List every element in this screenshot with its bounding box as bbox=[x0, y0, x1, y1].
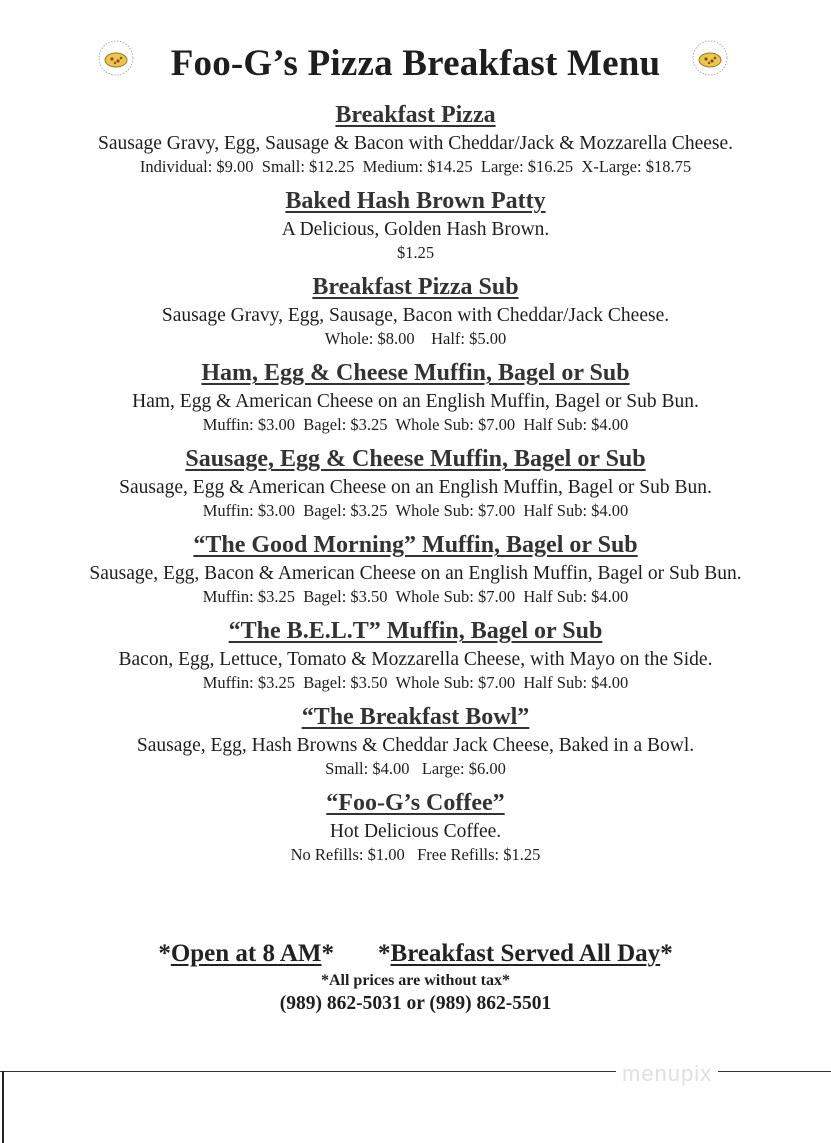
menu-item bbox=[58, 356, 773, 436]
item-title: Baked Hash Brown Patty bbox=[285, 188, 546, 214]
item-title: Sausage, Egg & Cheese Muffin, Bagel or Sub bbox=[185, 446, 646, 472]
item-description: Sausage, Egg & American Cheese on an English Muffin, Bagel or Sub Bun. bbox=[119, 477, 712, 498]
menu-title: Foo-G’s Pizza Breakfast Menu bbox=[170, 43, 661, 84]
menu-item bbox=[58, 98, 773, 178]
tax-note: *All prices are without tax* bbox=[320, 972, 510, 989]
item-price: $1.25 bbox=[396, 243, 435, 262]
item-price: Individual: $9.00 Small: $12.25 Medium: $14.25 Large: $16.25 X-Large: $18.75 bbox=[139, 157, 692, 176]
item-description: Ham, Egg & American Cheese on an English Muffin, Bagel or Sub Bun. bbox=[132, 391, 699, 412]
served-suffix: * bbox=[660, 940, 673, 967]
watermark: menupix bbox=[616, 1061, 718, 1087]
served-all-day: Breakfast Served All Day bbox=[390, 940, 661, 967]
item-title: “The B.E.L.T” Muffin, Bagel or Sub bbox=[228, 618, 603, 644]
item-description: Bacon, Egg, Lettuce, Tomato & Mozzarella Cheese, with Mayo on the Side. bbox=[118, 649, 713, 670]
menu-item bbox=[58, 442, 773, 522]
menu-item bbox=[58, 786, 773, 866]
item-title: Breakfast Pizza bbox=[335, 102, 496, 128]
open-prefix: * bbox=[158, 940, 171, 967]
item-description: Sausage, Egg, Bacon & American Cheese on an English Muffin, Bagel or Sub Bun. bbox=[89, 563, 742, 584]
open-hours: Open at 8 AM bbox=[170, 940, 322, 967]
menu-item bbox=[58, 270, 773, 350]
item-title: Ham, Egg & Cheese Muffin, Bagel or Sub bbox=[201, 360, 630, 386]
hours-line bbox=[0, 937, 831, 971]
scan-edge-mark bbox=[2, 1071, 4, 1143]
item-price: No Refills: $1.00 Free Refills: $1.25 bbox=[290, 845, 541, 864]
item-description: Sausage Gravy, Egg, Sausage & Bacon with Cheddar/Jack & Mozzarella Cheese. bbox=[98, 133, 733, 154]
item-price: Muffin: $3.25 Bagel: $3.50 Whole Sub: $7.00 Half Sub: $4.00 bbox=[202, 673, 629, 692]
menu-item bbox=[58, 700, 773, 780]
menu-items bbox=[58, 98, 773, 872]
item-price: Muffin: $3.25 Bagel: $3.50 Whole Sub: $7.00 Half Sub: $4.00 bbox=[202, 587, 629, 606]
item-price: Small: $4.00 Large: $6.00 bbox=[325, 759, 506, 778]
open-suffix: * bbox=[321, 940, 335, 967]
menu-item bbox=[58, 614, 773, 694]
menu-item bbox=[58, 528, 773, 608]
item-price: Whole: $8.00 Half: $5.00 bbox=[324, 329, 507, 348]
served-prefix: * bbox=[378, 940, 391, 967]
item-description: Sausage, Egg, Hash Browns & Cheddar Jack Cheese, Baked in a Bowl. bbox=[136, 735, 695, 756]
item-price: Muffin: $3.00 Bagel: $3.25 Whole Sub: $7.00 Half Sub: $4.00 bbox=[202, 501, 629, 520]
item-title: “Foo-G’s Coffee” bbox=[326, 790, 505, 816]
item-title: “The Good Morning” Muffin, Bagel or Sub bbox=[193, 532, 638, 558]
phone-numbers: (989) 862-5031 or (989) 862-5501 bbox=[279, 993, 552, 1014]
item-description: Hot Delicious Coffee. bbox=[329, 821, 502, 842]
item-title: “The Breakfast Bowl” bbox=[301, 704, 530, 730]
item-description: A Delicious, Golden Hash Brown. bbox=[281, 219, 550, 240]
pizza-logo-icon bbox=[690, 38, 730, 78]
item-title: Breakfast Pizza Sub bbox=[312, 274, 519, 300]
menu-footer bbox=[0, 937, 831, 1017]
item-description: Sausage Gravy, Egg, Sausage, Bacon with Cheddar/Jack Cheese. bbox=[161, 305, 670, 326]
item-price: Muffin: $3.00 Bagel: $3.25 Whole Sub: $7.00 Half Sub: $4.00 bbox=[202, 415, 629, 434]
menu-item bbox=[58, 184, 773, 264]
